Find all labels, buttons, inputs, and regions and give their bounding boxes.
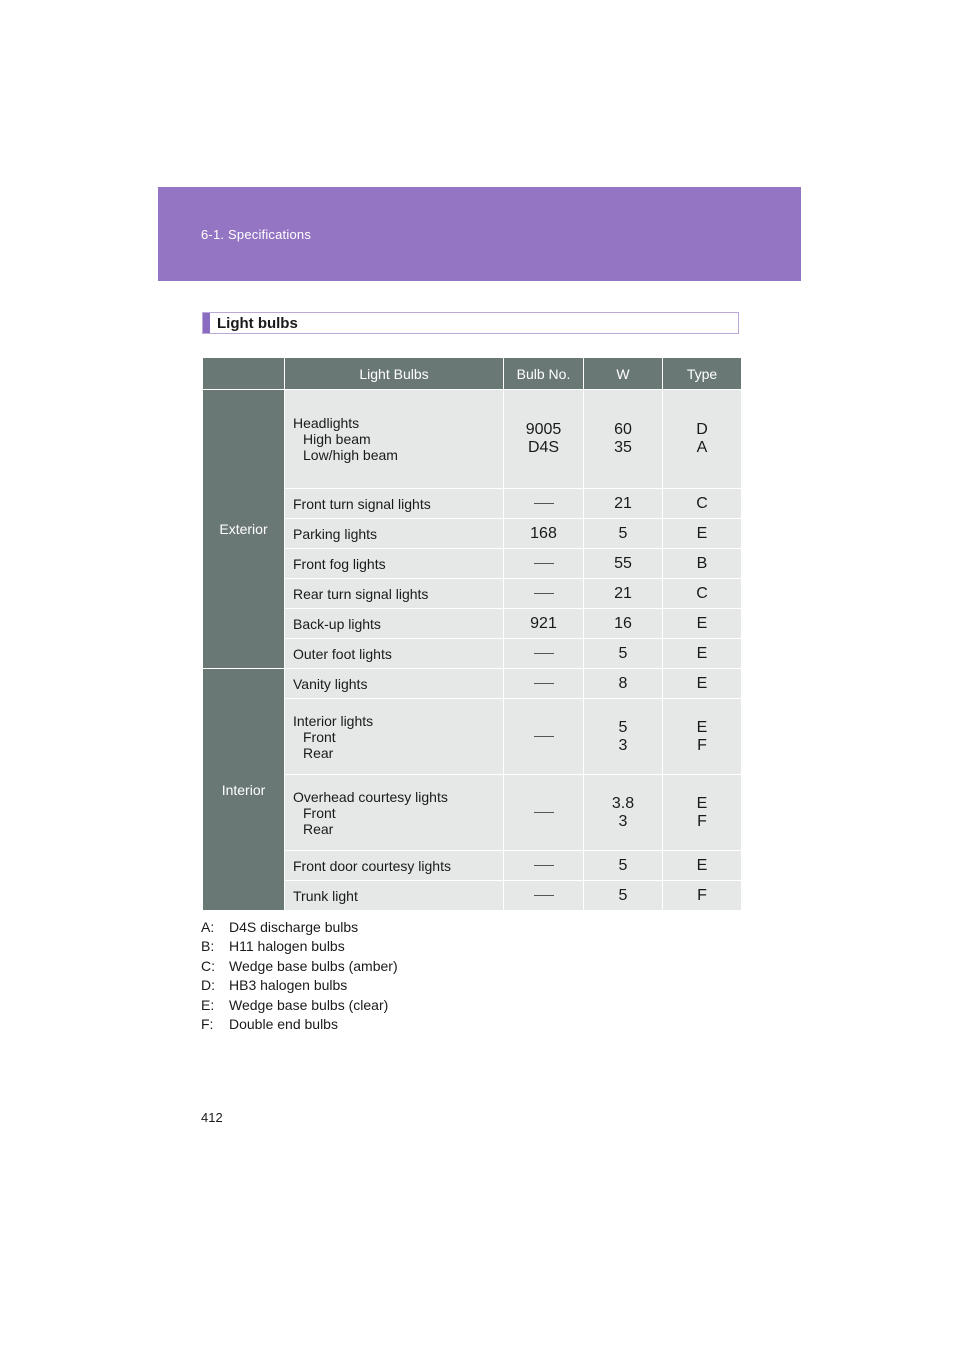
bulb-name: Front door courtesy lights: [285, 851, 504, 881]
bulb-subname: Rear: [303, 744, 334, 761]
header-bulb-no: Bulb No.: [504, 358, 584, 390]
bulb-name: Outer foot lights: [285, 639, 504, 669]
legend-text: Double end bulbs: [229, 1016, 338, 1033]
type: F: [697, 812, 707, 830]
bulb-name-cell: [285, 775, 504, 851]
type: A: [696, 439, 708, 456]
table-header-row: [203, 358, 742, 390]
type: E: [663, 609, 742, 639]
legend-key: B:: [201, 938, 215, 955]
bulb-no: 921: [504, 609, 584, 639]
page-number: 412: [201, 1110, 223, 1125]
watts: 3.8: [611, 794, 635, 812]
bulb-name: Parking lights: [285, 519, 504, 549]
legend-key: D:: [201, 977, 215, 994]
bulb-no-dash: [504, 639, 584, 669]
type-cell: [663, 775, 742, 851]
bulb-subname: Low/high beam: [303, 447, 398, 463]
bulb-name: Interior lights: [293, 712, 374, 729]
watts: 16: [584, 609, 663, 639]
header-band: [158, 187, 801, 281]
bulb-name: Front fog lights: [285, 549, 504, 579]
legend-key: E:: [201, 996, 215, 1013]
watts: 5: [584, 519, 663, 549]
bulb-no-dash: [504, 489, 584, 519]
bulb-no: 168: [504, 519, 584, 549]
watts: 21: [584, 579, 663, 609]
type: C: [663, 579, 742, 609]
page-title: Light bulbs: [217, 315, 298, 332]
watts: 5: [584, 881, 663, 911]
watts: 5: [618, 718, 628, 736]
watts: 3: [618, 736, 628, 754]
type: F: [663, 881, 742, 911]
type: F: [697, 736, 707, 754]
legend-text: Wedge base bulbs (clear): [229, 996, 389, 1013]
watts: 55: [584, 549, 663, 579]
legend-text: HB3 halogen bulbs: [229, 977, 348, 994]
bulb-no-dash: [504, 579, 584, 609]
title-accent: [203, 313, 210, 333]
legend-item: [201, 937, 398, 956]
bulb-name: Rear turn signal lights: [285, 579, 504, 609]
type: E: [663, 519, 742, 549]
watts-cell: [584, 390, 663, 489]
type: B: [663, 549, 742, 579]
section-title-bar: [202, 312, 739, 334]
bulb-subname: Rear: [303, 820, 334, 837]
type-cell: [663, 699, 742, 775]
table-row: [203, 390, 742, 489]
bulb-no-dash: [504, 851, 584, 881]
legend-item: [201, 918, 398, 937]
header-light-bulbs: Light Bulbs: [285, 358, 504, 390]
legend-item: [201, 996, 398, 1015]
bulb-no: 9005: [525, 421, 562, 438]
bulb-name: Front turn signal lights: [285, 489, 504, 519]
legend-text: Wedge base bulbs (amber): [229, 957, 398, 974]
watts: 8: [584, 669, 663, 699]
table-row: [203, 669, 742, 699]
watts: 21: [584, 489, 663, 519]
legend-key: A:: [201, 919, 215, 935]
watts: 5: [584, 639, 663, 669]
type: E: [663, 669, 742, 699]
group-exterior: Exterior: [203, 390, 285, 669]
type: E: [696, 794, 708, 812]
type-cell: [663, 390, 742, 489]
legend-item: [201, 976, 398, 995]
bulb-name: Headlights: [293, 415, 360, 431]
legend-key: F:: [201, 1016, 214, 1033]
bulb-name: Vanity lights: [285, 669, 504, 699]
bulb-no-dash: [504, 775, 584, 851]
watts: 60: [614, 421, 632, 438]
bulb-no-dash: [504, 699, 584, 775]
bulb-name: Trunk light: [285, 881, 504, 911]
watts-cell: [584, 699, 663, 775]
bulb-name: Back-up lights: [285, 609, 504, 639]
watts: 3: [618, 812, 628, 830]
bulb-name-cell: [285, 390, 504, 489]
legend-item: [201, 1015, 398, 1034]
legend-text: H11 halogen bulbs: [229, 938, 345, 955]
legend-item: [201, 957, 398, 976]
bulb-subname: High beam: [303, 431, 371, 447]
legend-text: D4S discharge bulbs: [229, 919, 359, 935]
type: E: [663, 639, 742, 669]
watts: 5: [584, 851, 663, 881]
bulb-no: D4S: [527, 439, 560, 456]
bulb-no-cell: [504, 390, 584, 489]
header-type: Type: [663, 358, 742, 390]
bulb-subname: Front: [303, 804, 336, 821]
type: D: [696, 421, 708, 438]
bulb-name-cell: [285, 699, 504, 775]
bulb-no-dash: [504, 669, 584, 699]
watts-cell: [584, 775, 663, 851]
light-bulbs-table: [202, 357, 742, 911]
type-legend: [201, 918, 398, 1034]
type: E: [663, 851, 742, 881]
type: E: [696, 718, 708, 736]
bulb-subname: Front: [303, 728, 336, 745]
header-blank: [203, 358, 285, 390]
bulb-name: Overhead courtesy lights: [293, 788, 448, 805]
type: C: [663, 489, 742, 519]
section-label: 6-1. Specifications: [201, 227, 312, 242]
legend-key: C:: [201, 957, 215, 974]
bulb-no-dash: [504, 881, 584, 911]
watts: 35: [614, 439, 632, 456]
header-watts: W: [584, 358, 663, 390]
bulb-no-dash: [504, 549, 584, 579]
group-interior: Interior: [203, 669, 285, 911]
